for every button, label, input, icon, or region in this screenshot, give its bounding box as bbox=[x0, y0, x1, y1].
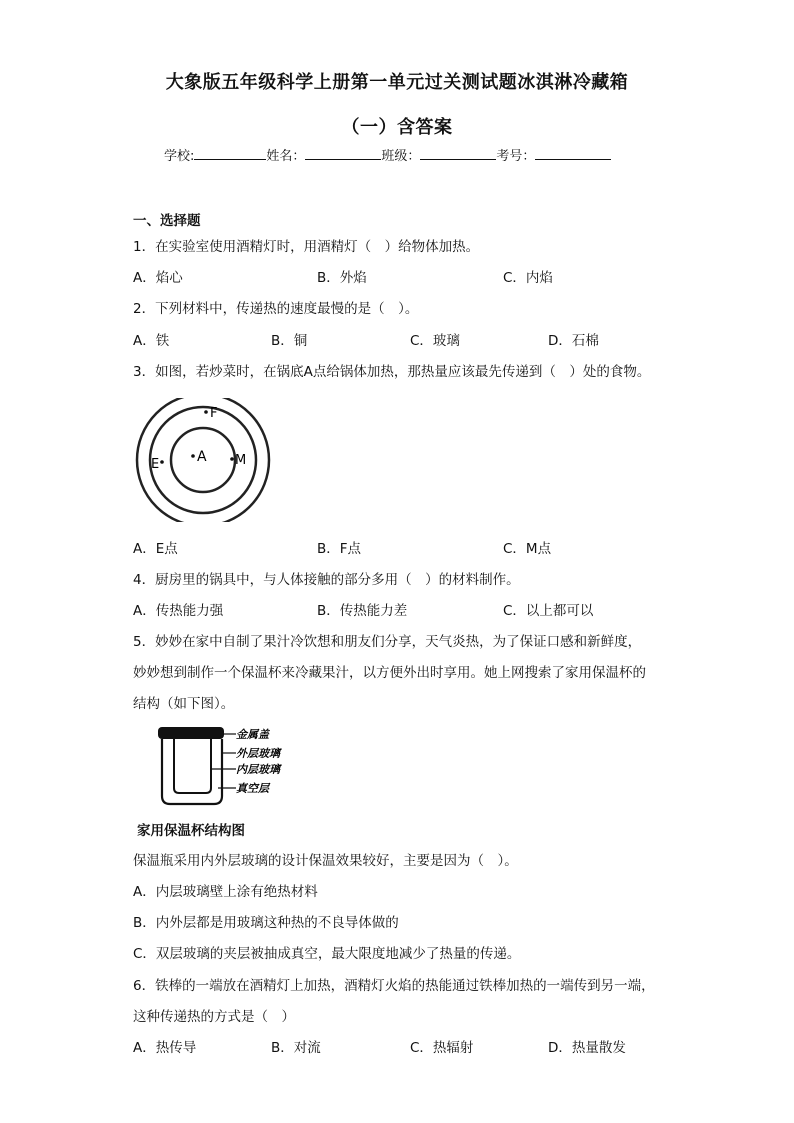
q6-option-c[interactable]: C．热辐射 bbox=[410, 1040, 474, 1056]
vacuum-layer-label: 真空层 bbox=[236, 782, 269, 795]
student-info-row bbox=[164, 145, 611, 164]
q1-option-c[interactable]: C．内焰 bbox=[503, 270, 553, 286]
section-heading: 一、选择题 bbox=[133, 213, 201, 229]
number-blank[interactable] bbox=[535, 146, 611, 160]
q6-option-b[interactable]: B．对流 bbox=[271, 1040, 321, 1056]
q3-option-c[interactable]: C．M点 bbox=[503, 541, 552, 557]
q1-stem: 1．在实验室使用酒精灯时，用酒精灯（ ）给物体加热。 bbox=[133, 239, 480, 255]
q5-option-b[interactable]: B．内外层都是用玻璃这种热的不良导体做的 bbox=[133, 915, 399, 931]
class-label: 班级： bbox=[381, 149, 421, 164]
name-label: 姓名： bbox=[266, 149, 306, 164]
q2-option-a[interactable]: A．铁 bbox=[133, 333, 170, 349]
outer-glass-label: 外层玻璃 bbox=[236, 747, 280, 760]
q4-option-b[interactable]: B．传热能力差 bbox=[317, 603, 408, 619]
q5-stem-line3: 结构（如下图）。 bbox=[133, 696, 235, 712]
q4-option-a[interactable]: A．传热能力强 bbox=[133, 603, 224, 619]
point-e-label: E bbox=[151, 457, 160, 472]
q2-option-c[interactable]: C．玻璃 bbox=[410, 333, 460, 349]
q2-stem: 2．下列材料中，传递热的速度最慢的是（ ）。 bbox=[133, 301, 419, 317]
point-m-label: M bbox=[235, 453, 247, 468]
lid-label: 金属盖 bbox=[236, 728, 269, 741]
figure-caption: 家用保温杯结构图 bbox=[137, 823, 245, 839]
q1-option-a[interactable]: A．焰心 bbox=[133, 270, 183, 286]
q6-option-d[interactable]: D．热量散发 bbox=[548, 1040, 626, 1056]
name-blank[interactable] bbox=[305, 146, 381, 160]
outer-glass-wall bbox=[162, 739, 222, 804]
q2-option-d[interactable]: D．石棉 bbox=[548, 333, 599, 349]
q6-stem-line1: 6．铁棒的一端放在酒精灯上加热，酒精灯火焰的热能通过铁棒加热的一端传到另一端， bbox=[133, 978, 655, 994]
metal-lid bbox=[158, 727, 224, 739]
thermos-structure-figure bbox=[156, 724, 296, 806]
q5-question: 保温瓶采用内外层玻璃的设计保温效果较好，主要是因为（ ）。 bbox=[133, 853, 518, 869]
q3-stem: 3．如图，若炒菜时，在锅底A点给锅体加热，那热量应该最先传递到（ ）处的食物。 bbox=[133, 364, 651, 380]
q5-option-c[interactable]: C．双层玻璃的夹层被抽成真空，最大限度地减少了热量的传递。 bbox=[133, 946, 521, 962]
q3-option-a[interactable]: A．E点 bbox=[133, 541, 178, 557]
point-f-label: F bbox=[210, 406, 218, 421]
q5-option-a[interactable]: A．内层玻璃壁上涂有绝热材料 bbox=[133, 884, 318, 900]
school-label: 学校: bbox=[164, 149, 195, 164]
q4-option-c[interactable]: C．以上都可以 bbox=[503, 603, 594, 619]
q2-option-b[interactable]: B．铜 bbox=[271, 333, 308, 349]
point-a-label: A bbox=[197, 449, 207, 465]
q6-option-a[interactable]: A．热传导 bbox=[133, 1040, 197, 1056]
point-f-dot bbox=[204, 410, 208, 414]
q3-option-b[interactable]: B．F点 bbox=[317, 541, 362, 557]
q4-stem: 4．厨房里的锅具中，与人体接触的部分多用（ ）的材料制作。 bbox=[133, 572, 520, 588]
point-a-dot bbox=[191, 454, 195, 458]
class-blank[interactable] bbox=[420, 146, 496, 160]
pan-circles-figure bbox=[134, 398, 272, 522]
page-subtitle: （一）含答案 bbox=[341, 117, 453, 138]
school-blank[interactable] bbox=[194, 146, 266, 160]
point-m-dot bbox=[230, 457, 234, 461]
page-title: 大象版五年级科学上册第一单元过关测试题冰淇淋冷藏箱 bbox=[165, 72, 629, 93]
inner-glass-label: 内层玻璃 bbox=[236, 763, 280, 776]
point-e-dot bbox=[160, 460, 164, 464]
q6-stem-line2: 这种传递热的方式是（ ） bbox=[133, 1009, 295, 1025]
inner-glass-wall bbox=[174, 739, 211, 793]
q5-stem-line1: 5．妙妙在家中自制了果汁冷饮想和朋友们分享，天气炎热，为了保证口感和新鲜度， bbox=[133, 634, 642, 650]
q5-stem-line2: 妙妙想到制作一个保温杯来冷藏果汁，以方便外出时享用。她上网搜索了家用保温杯的 bbox=[133, 665, 646, 681]
number-label: 考号： bbox=[496, 149, 536, 164]
q1-option-b[interactable]: B．外焰 bbox=[317, 270, 367, 286]
